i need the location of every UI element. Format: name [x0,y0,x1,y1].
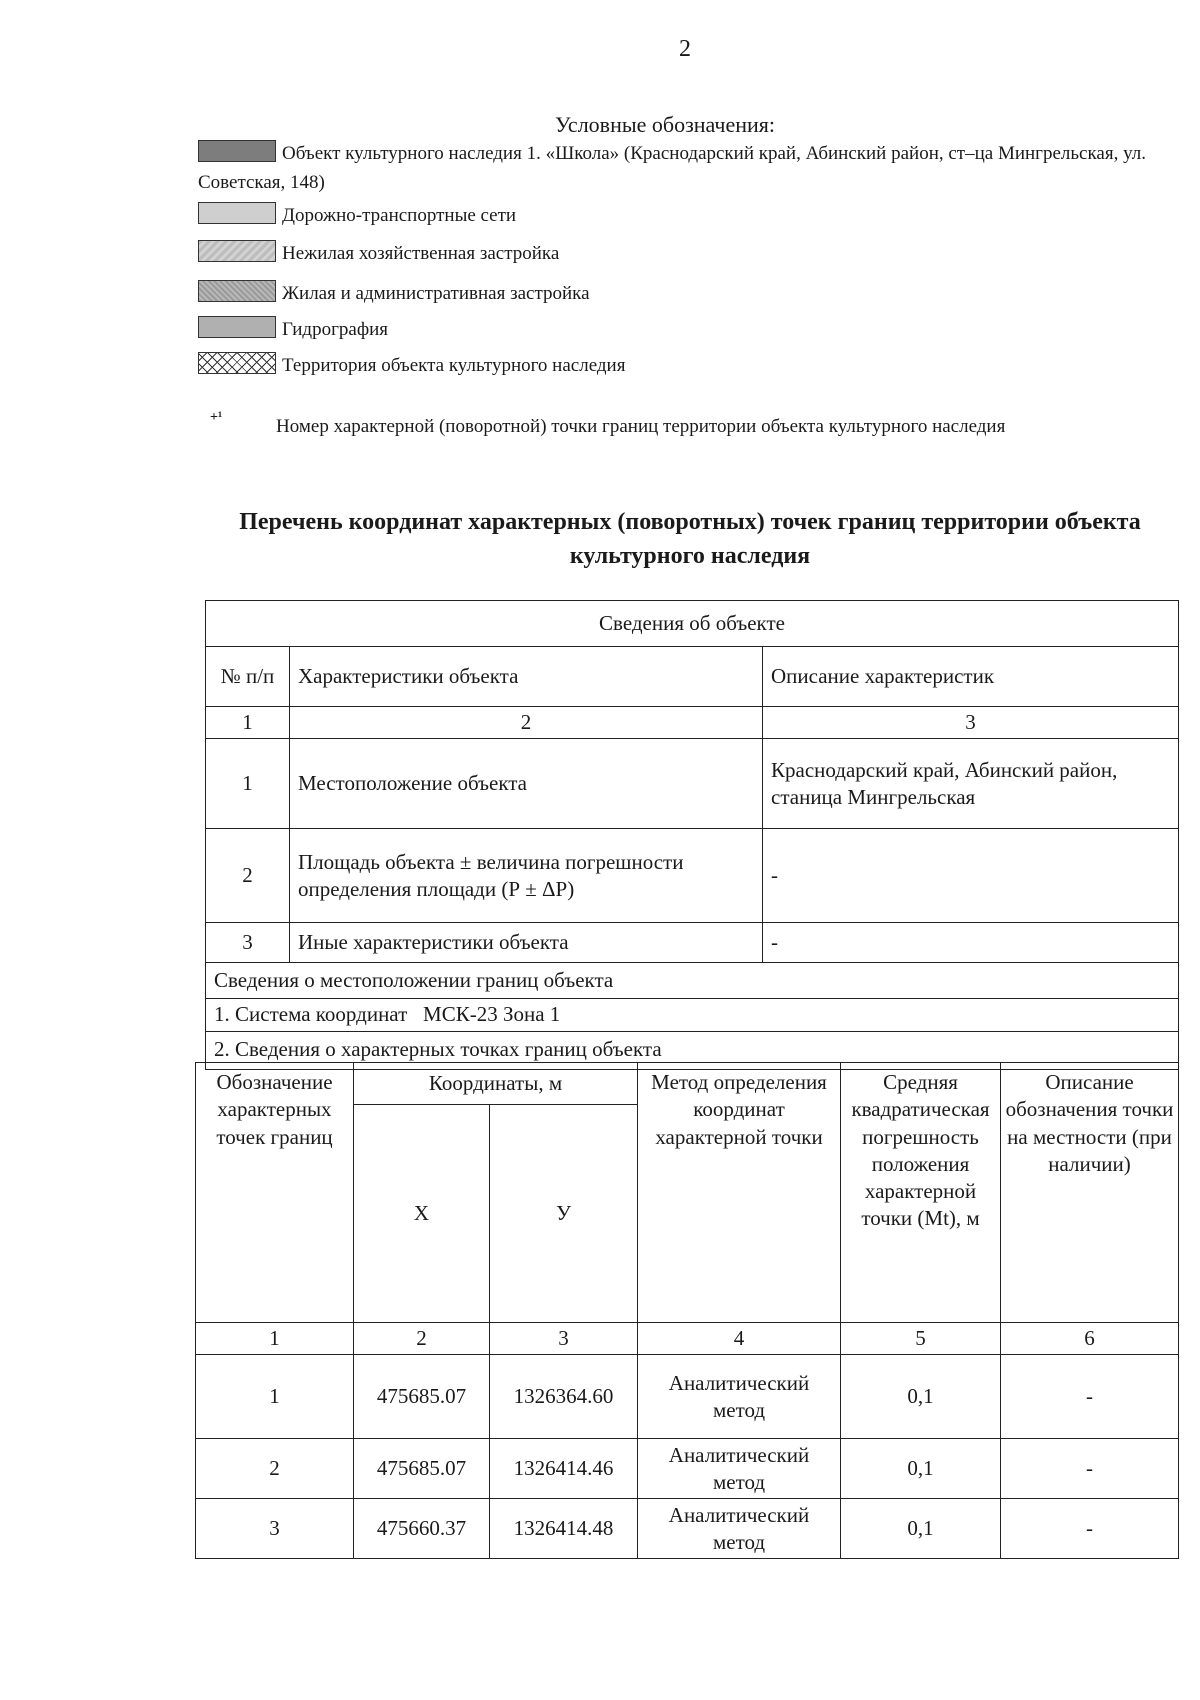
point-number: 1 [196,1355,354,1439]
point-number: 3 [196,1499,354,1559]
legend-item-label: Нежилая хозяйственная застройка [282,243,560,264]
point-description: - [1001,1355,1179,1439]
column-number: 1 [206,707,290,739]
header-y: У [490,1105,638,1323]
mean-error: 0,1 [841,1499,1001,1559]
table-row [206,923,1179,963]
mean-error: 0,1 [841,1355,1001,1439]
table-row [206,739,1179,829]
row-number: 1 [206,739,290,829]
point-description: - [1001,1499,1179,1559]
legend-item-roads [198,202,1183,231]
legend-item-label: Жилая и административная застройка [282,283,590,304]
table-row [196,1355,1179,1439]
column-number: 6 [1001,1323,1179,1355]
points-section-title: 2. Сведения о характерных точках границ объекта [206,1031,1179,1069]
header-point-description: Описание обозначения точки на местности (при наличии) [1001,1063,1179,1323]
legend-item-label: Дорожно-транспортные сети [282,205,517,226]
column-number: 3 [490,1323,638,1355]
table-heading: Перечень координат характерных (поворотных) точек границ территории объекта культурного наследия [239,509,1141,569]
legend-item-hydrography [198,316,1183,345]
header-point-designation: Обозначение характерных точек границ [196,1063,354,1323]
coordinate-system-row [206,999,1179,1031]
method: Аналитический метод [638,1499,841,1559]
legend-item-heritage-territory [198,352,1183,381]
legend-item-label: Объект культурного наследия 1. «Школа» (Краснодарский край, Абинский район, ст–ца Мингрельская, ул. Советская, 148) [198,143,1146,193]
column-number: 2 [290,707,763,739]
roads-swatch [198,202,276,224]
legend-item-nonresidential [198,240,1183,269]
header-x: Х [354,1105,490,1323]
row-value: - [763,923,1179,963]
header-method: Метод определения координат характерной точки [638,1063,841,1323]
row-name: Площадь объекта ± величина погрешности определения площади (Р ± ΔР) [290,829,763,923]
territory-swatch [198,352,276,374]
row-number: 3 [206,923,290,963]
point-description: - [1001,1439,1179,1499]
header-description: Описание характеристик [763,647,1179,707]
method: Аналитический метод [638,1439,841,1499]
column-number: 1 [196,1323,354,1355]
method: Аналитический метод [638,1355,841,1439]
header-characteristics: Характеристики объекта [290,647,763,707]
row-value: - [763,829,1179,923]
object-info-table [205,600,1179,1070]
legend-title: Условные обозначения: [555,112,776,137]
table-row [196,1439,1179,1499]
x-coordinate: 475660.37 [354,1499,490,1559]
coordinates-table [195,1062,1179,1559]
point-marker-icon: +¹ [210,410,223,425]
residential-swatch [198,280,276,302]
nonresidential-swatch [198,240,276,262]
x-coordinate: 475685.07 [354,1355,490,1439]
mean-error: 0,1 [841,1439,1001,1499]
hydrography-swatch [198,316,276,338]
table-row [206,829,1179,923]
table-row [196,1499,1179,1559]
coordinate-system-value: МСК-23 Зона 1 [423,1002,561,1027]
y-coordinate: 1326414.46 [490,1439,638,1499]
row-name: Местоположение объекта [290,739,763,829]
y-coordinate: 1326414.48 [490,1499,638,1559]
row-value: Краснодарский край, Абинский район, станица Мингрельская [763,739,1179,829]
coordinate-system-label: 1. Система координат [214,1002,408,1027]
page-number: 2 [679,36,691,62]
legend-item-label: Территория объекта культурного наследия [282,355,626,376]
row-name: Иные характеристики объекта [290,923,763,963]
point-number: 2 [196,1439,354,1499]
x-coordinate: 475685.07 [354,1439,490,1499]
object-table-title: Сведения об объекте [206,601,1179,647]
legend-item-heritage-object [198,140,1183,197]
heritage-object-swatch [198,140,276,162]
location-section-title: Сведения о местоположении границ объекта [206,963,1179,999]
column-number: 2 [354,1323,490,1355]
column-number: 4 [638,1323,841,1355]
header-coordinates: Координаты, м [354,1063,638,1105]
legend-item-residential [198,280,1183,309]
column-number: 5 [841,1323,1001,1355]
column-number: 3 [763,707,1179,739]
y-coordinate: 1326364.60 [490,1355,638,1439]
point-marker-label: Номер характерной (поворотной) точки границ территории объекта культурного наследия [276,416,1006,437]
legend-item-label: Гидрография [282,319,389,340]
row-number: 2 [206,829,290,923]
header-number: № п/п [206,647,290,707]
header-mean-error: Средняя квадратическая погрешность положения характерной точки (Mt), м [841,1063,1001,1323]
